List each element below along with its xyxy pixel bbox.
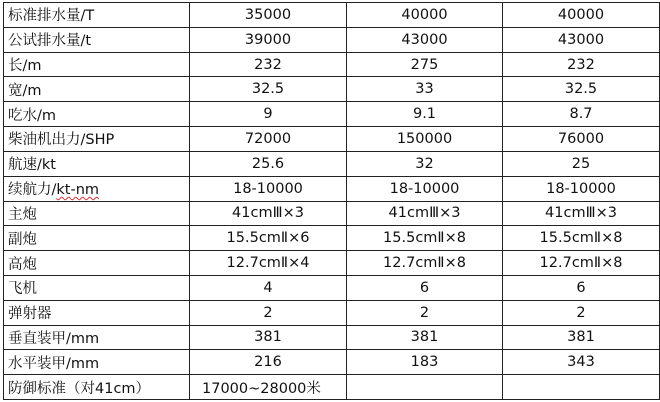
cell-col3: 41cmⅢ×3 bbox=[503, 201, 660, 226]
cell-col1: 232 bbox=[190, 52, 347, 77]
row-label bbox=[4, 176, 190, 201]
cell-col3: 25 bbox=[503, 151, 660, 176]
cell-col1: 381 bbox=[190, 325, 347, 350]
cell-col3: 43000 bbox=[503, 27, 660, 52]
cell-col2: 43000 bbox=[347, 27, 503, 52]
cell-col2: 12.7cmⅡ×8 bbox=[347, 251, 503, 276]
table-row bbox=[4, 151, 660, 176]
cell-col2: 6 bbox=[347, 275, 503, 300]
cell-col1: 4 bbox=[190, 275, 347, 300]
row-label: 副炮 bbox=[4, 226, 190, 251]
table-row bbox=[4, 3, 660, 28]
row-label: 防御标准（对41cm） bbox=[4, 375, 190, 400]
cell-col3: 18-10000 bbox=[503, 176, 660, 201]
cell-col1: 72000 bbox=[190, 127, 347, 152]
row-label: 宽/m bbox=[4, 77, 190, 102]
cell-col3: 15.5cmⅡ×8 bbox=[503, 226, 660, 251]
row-label: 水平装甲/mm bbox=[4, 350, 190, 375]
spellcheck-underlined-text: kt-nm bbox=[56, 182, 100, 199]
row-label: 弹射器 bbox=[4, 300, 190, 325]
row-label: 柴油机出力/SHP bbox=[4, 127, 190, 152]
cell-col1: 2 bbox=[190, 300, 347, 325]
row-label: 飞机 bbox=[4, 275, 190, 300]
cell-col3: 76000 bbox=[503, 127, 660, 152]
table-row bbox=[4, 325, 660, 350]
cell-col1: 18-10000 bbox=[190, 176, 347, 201]
table-row bbox=[4, 52, 660, 77]
table-row bbox=[4, 300, 660, 325]
cell-col1: 39000 bbox=[190, 27, 347, 52]
table-row bbox=[4, 201, 660, 226]
table-row bbox=[4, 27, 660, 52]
row-label-prefix: 续航力/ bbox=[8, 182, 57, 199]
cell-col3: 40000 bbox=[503, 3, 660, 28]
cell-col3: 32.5 bbox=[503, 77, 660, 102]
cell-col2 bbox=[347, 375, 503, 400]
cell-col3: 12.7cmⅡ×8 bbox=[503, 251, 660, 276]
cell-col2: 381 bbox=[347, 325, 503, 350]
cell-col2: 41cmⅢ×3 bbox=[347, 201, 503, 226]
cell-col3: 8.7 bbox=[503, 102, 660, 127]
cell-col1: 216 bbox=[190, 350, 347, 375]
cell-col3: 2 bbox=[503, 300, 660, 325]
row-label: 航速/kt bbox=[4, 151, 190, 176]
cell-col1: 15.5cmⅡ×6 bbox=[190, 226, 347, 251]
cell-col2: 33 bbox=[347, 77, 503, 102]
cell-col2: 9.1 bbox=[347, 102, 503, 127]
table-row bbox=[4, 375, 660, 400]
cell-col2: 32 bbox=[347, 151, 503, 176]
table-row bbox=[4, 127, 660, 152]
cell-col2: 183 bbox=[347, 350, 503, 375]
row-label: 主炮 bbox=[4, 201, 190, 226]
table-row bbox=[4, 226, 660, 251]
spec-table bbox=[3, 2, 660, 400]
cell-col2: 275 bbox=[347, 52, 503, 77]
table-row bbox=[4, 176, 660, 201]
cell-col2: 2 bbox=[347, 300, 503, 325]
row-label: 吃水/m bbox=[4, 102, 190, 127]
table-row bbox=[4, 251, 660, 276]
cell-col3: 343 bbox=[503, 350, 660, 375]
cell-col2: 150000 bbox=[347, 127, 503, 152]
cell-col3: 381 bbox=[503, 325, 660, 350]
cell-col3 bbox=[503, 375, 660, 400]
table-row bbox=[4, 77, 660, 102]
cell-col2: 15.5cmⅡ×8 bbox=[347, 226, 503, 251]
cell-col1: 17000~28000米 bbox=[190, 375, 347, 400]
cell-col3: 232 bbox=[503, 52, 660, 77]
cell-col1: 25.6 bbox=[190, 151, 347, 176]
row-label: 长/m bbox=[4, 52, 190, 77]
cell-col2: 40000 bbox=[347, 3, 503, 28]
cell-col1: 9 bbox=[190, 102, 347, 127]
table-row bbox=[4, 275, 660, 300]
row-label: 公试排水量/t bbox=[4, 27, 190, 52]
table-row bbox=[4, 350, 660, 375]
row-label: 垂直装甲/mm bbox=[4, 325, 190, 350]
cell-col1: 41cmⅢ×3 bbox=[190, 201, 347, 226]
cell-col1: 12.7cmⅡ×4 bbox=[190, 251, 347, 276]
cell-col3: 6 bbox=[503, 275, 660, 300]
cell-col1: 35000 bbox=[190, 3, 347, 28]
row-label: 高炮 bbox=[4, 251, 190, 276]
table-row bbox=[4, 102, 660, 127]
row-label: 标准排水量/T bbox=[4, 3, 190, 28]
cell-col2: 18-10000 bbox=[347, 176, 503, 201]
cell-col1: 32.5 bbox=[190, 77, 347, 102]
